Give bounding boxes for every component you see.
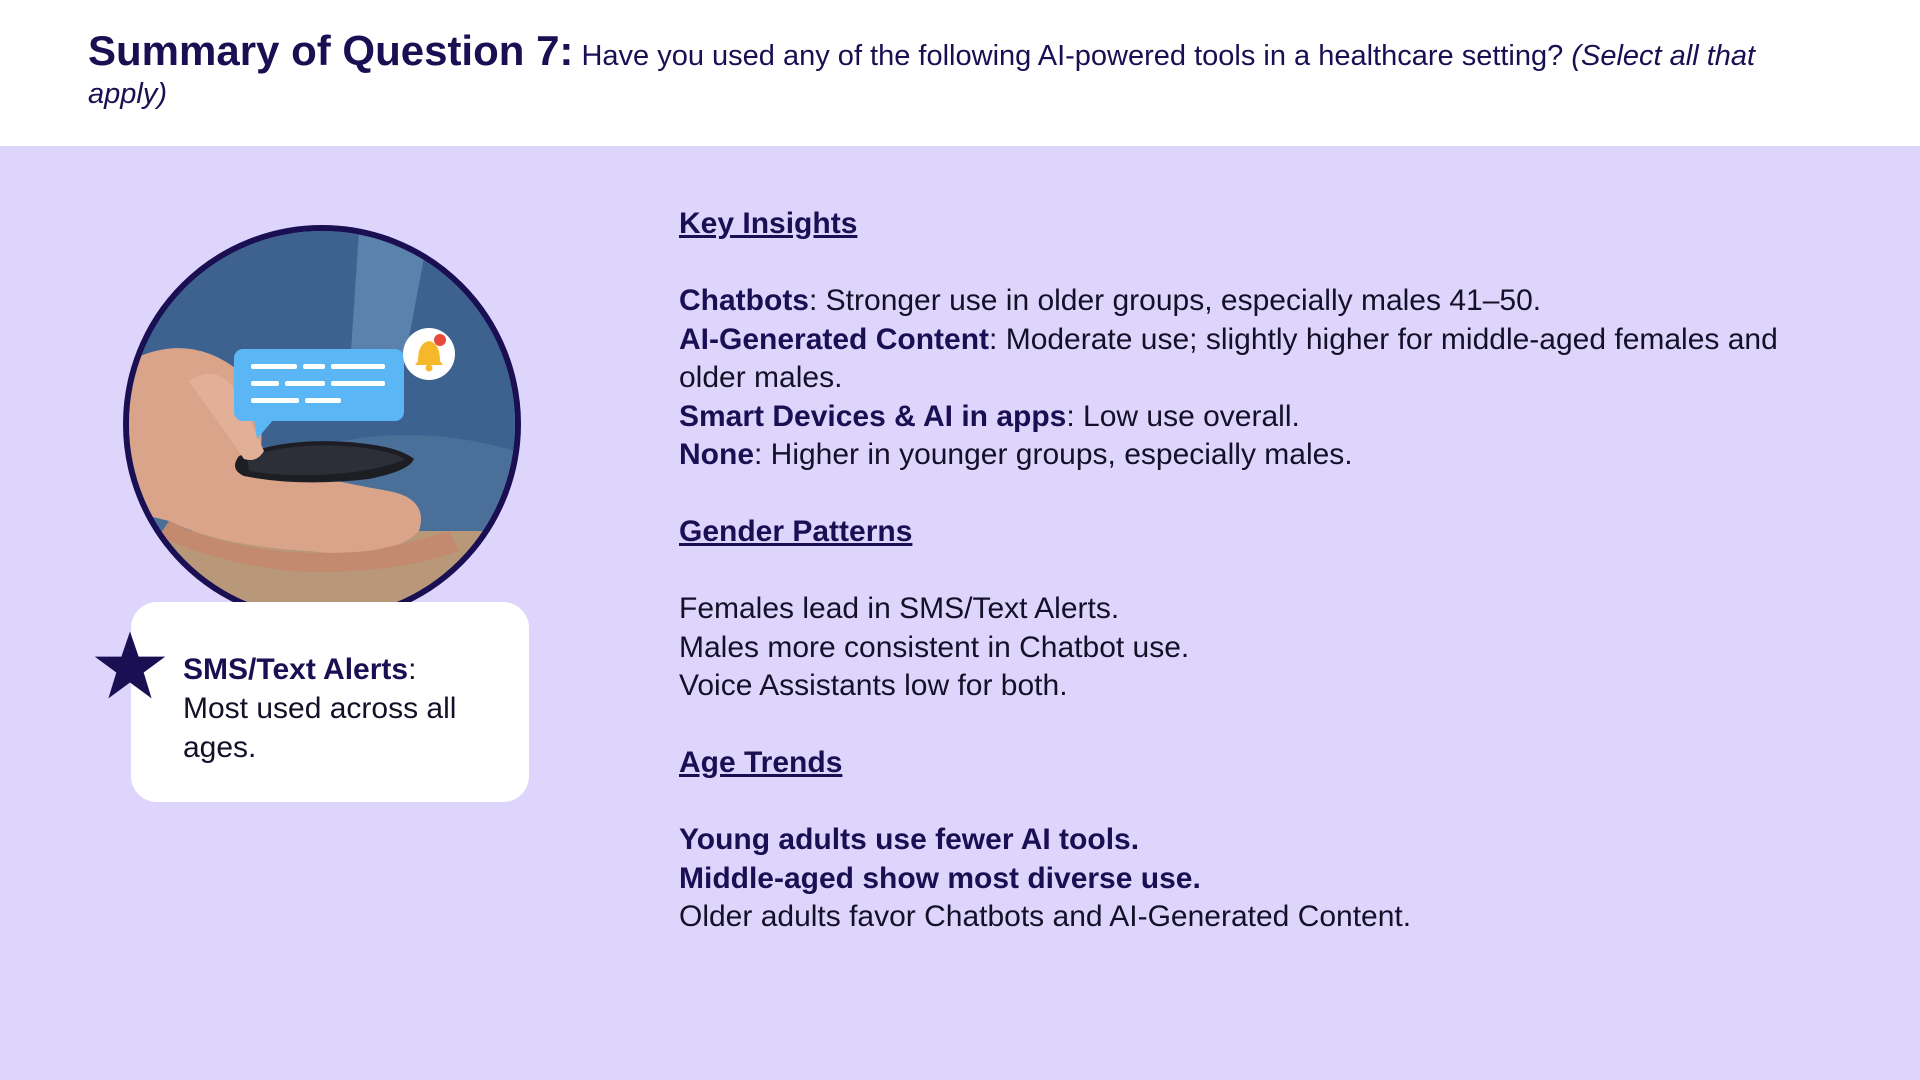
gender-patterns-heading: Gender Patterns xyxy=(679,515,913,548)
insight-item xyxy=(679,321,1839,398)
key-insights-heading: Key Insights xyxy=(679,207,858,240)
header xyxy=(0,0,1920,146)
insights-content xyxy=(679,205,1839,937)
callout-text xyxy=(183,650,499,767)
insight-item xyxy=(679,436,1839,475)
age-trends-heading: Age Trends xyxy=(679,746,843,779)
callout-colon: : xyxy=(408,653,417,686)
insight-text: : Low use overall. xyxy=(1066,399,1300,433)
insight-label: AI-Generated Content xyxy=(679,322,990,356)
insight-item xyxy=(679,398,1839,437)
insight-label: None xyxy=(679,438,754,471)
gender-line: Females lead in SMS/Text Alerts. xyxy=(679,592,1120,625)
age-trend-line: Young adults use fewer AI tools. xyxy=(679,823,1140,856)
callout-label: SMS/Text Alerts xyxy=(183,653,409,686)
age-trend-line: Older adults favor Chatbots and AI-Generated Content. xyxy=(679,900,1412,933)
insight-label: Chatbots xyxy=(679,284,809,317)
question-note: (Select all that apply) xyxy=(88,40,1756,110)
star-icon xyxy=(94,630,166,702)
phone-photo xyxy=(123,225,521,623)
gender-line: Males more consistent in Chatbot use. xyxy=(679,630,1190,664)
phone-notification-icon xyxy=(129,231,515,617)
insight-item xyxy=(679,282,1839,321)
question-text: Have you used any of the following AI-powered tools in a healthcare setting? xyxy=(581,40,1564,72)
insight-text: : Stronger use in older groups, especially males 41–50. xyxy=(809,284,1542,317)
callout-body: Most used across all ages. xyxy=(183,692,457,764)
page-title: Summary of Question 7: xyxy=(88,27,574,74)
callout-card xyxy=(131,602,529,802)
age-trend-line: Middle-aged show most diverse use. xyxy=(679,861,1201,895)
insight-label: Smart Devices & AI in apps xyxy=(679,399,1067,433)
gender-line: Voice Assistants low for both. xyxy=(679,669,1068,702)
insight-text: : Higher in younger groups, especially males. xyxy=(754,438,1353,471)
insight-text: : Moderate use; slightly higher for middle-aged females and older males. xyxy=(679,322,1778,394)
header-text xyxy=(88,27,1832,113)
